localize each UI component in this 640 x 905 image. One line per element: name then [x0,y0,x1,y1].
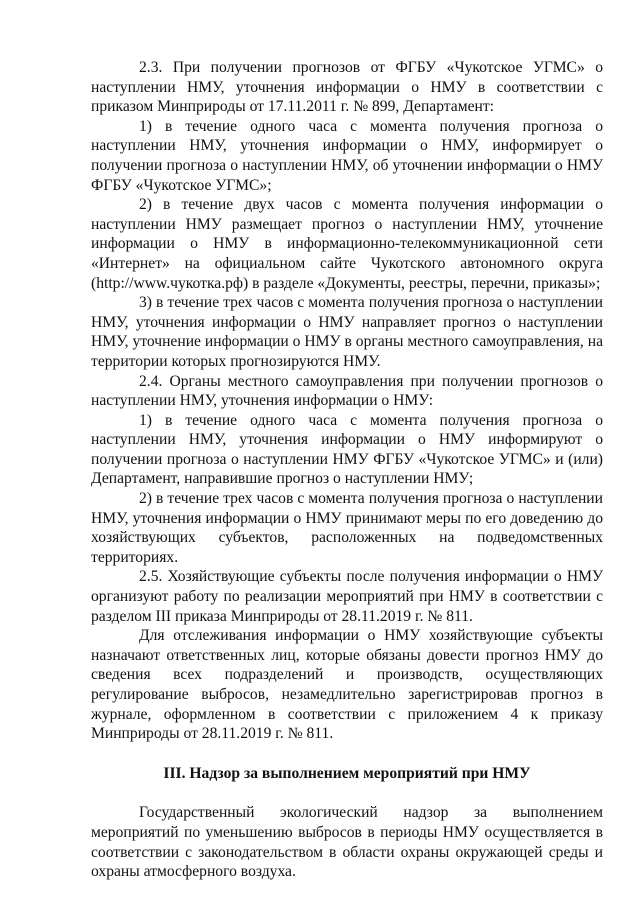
paragraph-2-4-item-2: 2) в течение трех часов с момента получения прогноза о наступлении НМУ, уточнения информации о НМУ принимают меры по его доведению до хозяйствующих субъектов, расположенных на подведомственных территориях. [91,490,603,566]
section-heading-3: III. Надзор за выполнением мероприятий при НМУ [163,764,531,782]
paragraph-2-3-item-3: 3) в течение трех часов с момента получения прогноза о наступлении НМУ, уточнения информации о НМУ направляет прогноз о наступлении НМУ, уточнение информации о НМУ в органы местного самоуправления, на территории которых прогнозируются НМУ. [91,294,603,370]
paragraph-2-4: 2.4. Органы местного самоуправления при получении прогнозов о наступлении НМУ, уточнения информации о НМУ: [91,372,603,410]
paragraph-3-supervision: Государственный экологический надзор за выполнением мероприятий по уменьшению выбросов в периоды НМУ осуществляется в соответствии с законодательством в области охраны окружающей среды и охраны атмосферного воздуха. [91,804,603,881]
paragraph-2-5-monitoring: Для отслеживания информации о НМУ хозяйствующие субъекты назначают ответственных лиц, которые обязаны довести прогноз НМУ до сведения всех подразделений и производств, осуществляющих регулирование выбросов, незамедлительно зарегистрировав прогноз в журнале, оформленном в соответствии с приложением 4 к приказу Минприроды от 28.11.2019 г. № 811. [91,627,603,743]
paragraph-2-3: 2.3. При получении прогнозов от ФГБУ «Чукотское УГМС» о наступлении НМУ, уточнения информации о НМУ в соответствии с приказом Минприроды от 17.11.2011 г. № 899, Департамент: [91,59,603,116]
paragraph-2-4-item-1: 1) в течение одного часа с момента получения прогноза о наступлении НМУ, уточнения информации о НМУ информируют о получении прогноза о наступлении НМУ ФГБУ «Чукотское УГМС» и (или) Департамент, направившие прогноз о наступлении НМУ; [91,411,603,488]
paragraph-2-5: 2.5. Хозяйствующие субъекты после получения информации о НМУ организуют работу по реализации мероприятий при НМУ в соответствии с разделом III приказа Минприроды от 28.11.2019 г. № 811. [91,568,603,625]
paragraph-2-3-item-2: 2) в течение двух часов с момента получения информации о наступлении НМУ размещает прогноз о наступлении НМУ, уточнение информации о НМУ в информационно-телекоммуникационной сети «Интернет» на официальном сайте Чукотского автономного округа (http://www.чукотка.рф) в разделе «Документы, реестры, перечни, приказы»; [91,196,603,292]
document-body [91,58,603,882]
paragraph-2-3-item-1: 1) в течение одного часа с момента получения прогноза о наступлении НМУ, уточнения информации о НМУ, информирует о получении прогноза о наступлении НМУ, об уточнении информации о НМУ ФГБУ «Чукотское УГМС»; [91,117,603,194]
